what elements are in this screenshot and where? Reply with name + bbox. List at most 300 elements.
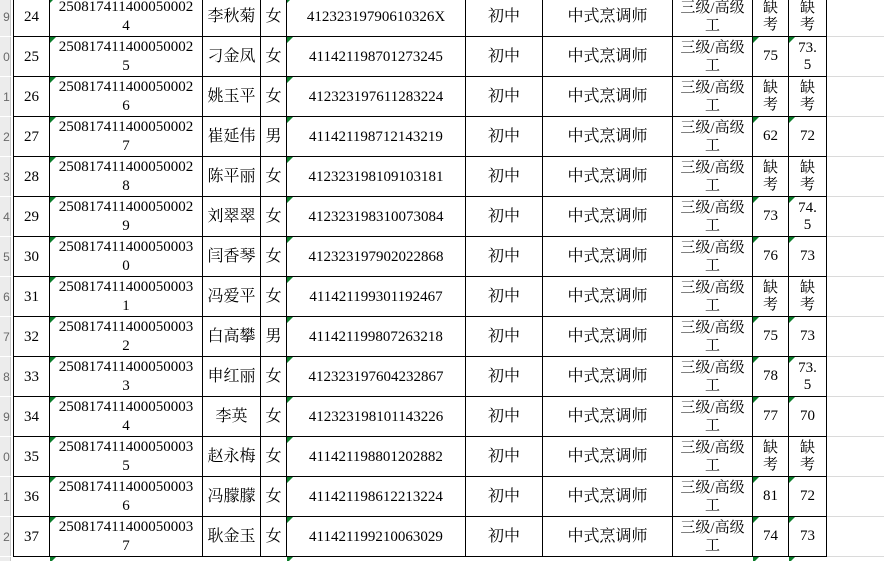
- error-indicator-triangle: [789, 237, 795, 243]
- row-header-partial[interactable]: [0, 557, 13, 561]
- cell-exam-no-text: 6: [122, 497, 130, 514]
- cell-level-text: 工: [704, 137, 720, 154]
- cell-score-1[interactable]: [753, 517, 789, 557]
- row-header[interactable]: 5: [0, 237, 13, 277]
- error-indicator-triangle: [50, 37, 56, 43]
- error-indicator-triangle: [753, 237, 759, 243]
- error-indicator-triangle: [50, 0, 56, 3]
- row-header[interactable]: 9: [0, 0, 13, 37]
- cell-score-2-text: 考: [799, 96, 815, 113]
- error-indicator-triangle: [753, 557, 759, 561]
- error-indicator-triangle: [50, 237, 56, 243]
- cell-gender[interactable]: [261, 477, 287, 517]
- cell-education[interactable]: [466, 77, 543, 117]
- row-header[interactable]: 7: [0, 317, 13, 357]
- cell-score-2-text: 73.: [798, 359, 817, 376]
- cell-education[interactable]: [466, 477, 543, 517]
- cell-education-text: 初中: [487, 127, 520, 145]
- cell-id-no-text: 412323197902022868: [308, 248, 444, 265]
- cell-seq[interactable]: [13, 77, 50, 117]
- cell-id-no-text: 412323197611283224: [308, 88, 444, 105]
- cell-education[interactable]: [466, 37, 543, 77]
- cell-exam-no-text: 250817411400050002: [58, 158, 194, 175]
- cell-id-no-text: 412323198310073084: [308, 208, 444, 225]
- cell-score-1-text: 考: [762, 96, 778, 113]
- cell-id-no-text: 412323198109103181: [308, 168, 444, 185]
- empty-cell-area[interactable]: [827, 237, 884, 277]
- cell-score-1[interactable]: [753, 357, 789, 397]
- empty-cell-area[interactable]: [827, 317, 884, 357]
- cell-name[interactable]: [203, 197, 261, 237]
- cell-gender-text: 女: [265, 207, 282, 225]
- error-indicator-triangle: [287, 517, 293, 523]
- cell-score-1[interactable]: [753, 477, 789, 517]
- cell-exam-no[interactable]: [50, 237, 203, 277]
- cell-gender[interactable]: [261, 317, 287, 357]
- cell-name[interactable]: [203, 0, 261, 37]
- cell-gender[interactable]: [261, 0, 287, 37]
- cell-id-no[interactable]: [287, 317, 466, 357]
- cell-name-text: 闫香琴: [207, 247, 256, 265]
- cell-occupation[interactable]: [543, 397, 673, 437]
- cell-education[interactable]: [466, 357, 543, 397]
- cell-occupation-text: 中式烹调师: [567, 447, 648, 465]
- cell-name[interactable]: [203, 157, 261, 197]
- cell-score-2[interactable]: [789, 117, 827, 157]
- cell-level-text: 工: [704, 217, 720, 234]
- cell-name[interactable]: [203, 277, 261, 317]
- cell-level-text: 三级/高级: [680, 119, 745, 136]
- cell-seq-text: 31: [24, 288, 39, 305]
- cell-name[interactable]: [203, 517, 261, 557]
- cell-occupation-text: 中式烹调师: [567, 87, 648, 105]
- cell-exam-no[interactable]: [50, 0, 203, 37]
- error-indicator-triangle: [753, 357, 759, 363]
- cell-score-2[interactable]: [789, 397, 827, 437]
- cell-score-1-text: 81: [763, 488, 778, 504]
- cell-score-2[interactable]: [789, 477, 827, 517]
- cell-score-2-text: 考: [799, 176, 815, 193]
- cell-gender-text: 女: [265, 527, 282, 545]
- cell-score-2[interactable]: [789, 317, 827, 357]
- cell-score-1-text: 缺: [762, 0, 778, 16]
- table-row: [0, 357, 884, 397]
- empty-cell-area[interactable]: [827, 157, 884, 197]
- cell-gender[interactable]: [261, 197, 287, 237]
- error-indicator-triangle: [50, 477, 56, 483]
- cell-name[interactable]: [203, 117, 261, 157]
- empty-cell-area[interactable]: [827, 517, 884, 557]
- table-row: [0, 117, 884, 157]
- row-header[interactable]: 6: [0, 277, 13, 317]
- cell-level[interactable]: [673, 477, 753, 517]
- cell-score-2[interactable]: [789, 277, 827, 317]
- error-indicator-triangle: [789, 517, 795, 523]
- cell-score-1[interactable]: [753, 157, 789, 197]
- cell-level-text: 工: [704, 257, 720, 274]
- error-indicator-triangle: [50, 157, 56, 163]
- cell-occupation[interactable]: [543, 477, 673, 517]
- cell-score-2-text: 73: [800, 528, 815, 544]
- cell-education-text: 初中: [487, 167, 520, 185]
- cell-exam-no-text: 8: [122, 177, 130, 194]
- cell-education-text: 初中: [487, 447, 520, 465]
- cell-score-1[interactable]: [753, 77, 789, 117]
- cell-level[interactable]: [673, 317, 753, 357]
- cell-id-no[interactable]: [287, 517, 466, 557]
- cell-gender-text: 女: [265, 447, 282, 465]
- cell-occupation[interactable]: [543, 37, 673, 77]
- cell-score-1-text: 缺: [762, 439, 778, 456]
- cell-level-text: 三级/高级: [680, 39, 745, 56]
- cell-level-text: 工: [704, 57, 720, 74]
- cell-name[interactable]: [203, 437, 261, 477]
- cell-level[interactable]: [673, 197, 753, 237]
- cell-occupation[interactable]: [543, 517, 673, 557]
- cell-education[interactable]: [466, 277, 543, 317]
- cell-education[interactable]: [466, 237, 543, 277]
- empty-cell-area[interactable]: [827, 37, 884, 77]
- cell-education-text: 初中: [487, 527, 520, 545]
- error-indicator-triangle: [753, 117, 759, 123]
- cell-score-2-text: 缺: [799, 159, 815, 176]
- cell-education[interactable]: [466, 117, 543, 157]
- cell-gender[interactable]: [261, 397, 287, 437]
- cell-id-no-text: 411421199210063029: [309, 528, 443, 545]
- cell-score-2-text: 缺: [799, 79, 815, 96]
- cell-level[interactable]: [673, 517, 753, 557]
- table-row: [0, 477, 884, 517]
- cell-gender[interactable]: [261, 37, 287, 77]
- empty-cell-area[interactable]: [827, 117, 884, 157]
- cell-name[interactable]: [203, 37, 261, 77]
- cell-occupation[interactable]: [543, 237, 673, 277]
- empty-cell-area[interactable]: [827, 357, 884, 397]
- cell-seq[interactable]: [13, 477, 50, 517]
- cell-occupation[interactable]: [543, 77, 673, 117]
- cell-education[interactable]: [466, 0, 543, 37]
- cell-score-2[interactable]: [789, 517, 827, 557]
- cell-exam-no[interactable]: [50, 197, 203, 237]
- empty-cell-area[interactable]: [827, 277, 884, 317]
- cell-occupation[interactable]: [543, 437, 673, 477]
- cell-name[interactable]: [203, 317, 261, 357]
- row-header[interactable]: 4: [0, 197, 13, 237]
- cell-seq-text: 35: [24, 448, 39, 465]
- cell-id-no-text: 411421199807263218: [309, 328, 443, 345]
- cell-gender[interactable]: [261, 237, 287, 277]
- cell-exam-no-text: 1: [122, 297, 130, 314]
- cell-exam-no-text: 250817411400050003: [58, 278, 194, 295]
- row-header[interactable]: 1: [0, 77, 13, 117]
- cell-level[interactable]: [673, 37, 753, 77]
- cell-gender-text: 女: [265, 167, 282, 185]
- error-indicator-triangle: [287, 237, 293, 243]
- cell-occupation-text: 中式烹调师: [567, 7, 648, 25]
- cell-name-text: 白高攀: [207, 327, 256, 345]
- cell-exam-no-text: 250817411400050003: [58, 478, 194, 495]
- cell-gender[interactable]: [261, 437, 287, 477]
- cell-gender[interactable]: [261, 277, 287, 317]
- empty-cell-area[interactable]: [827, 477, 884, 517]
- cell-name-text: 姚玉平: [207, 87, 256, 105]
- cell-name[interactable]: [203, 237, 261, 277]
- cell-id-no-text: 411421198801202882: [309, 448, 443, 465]
- row-header[interactable]: 0: [0, 437, 13, 477]
- cell-exam-no-text: 250817411400050003: [58, 438, 194, 455]
- cell-level-text: 工: [704, 17, 720, 34]
- cell-level-text: 三级/高级: [680, 199, 745, 216]
- cell-gender-text: 男: [265, 327, 282, 345]
- cell-occupation[interactable]: [543, 317, 673, 357]
- cell-seq[interactable]: [13, 197, 50, 237]
- row-header[interactable]: 3: [0, 157, 13, 197]
- cell-education[interactable]: [466, 397, 543, 437]
- cell-name-text: 申红丽: [207, 367, 256, 385]
- cell-score-2[interactable]: [789, 437, 827, 477]
- cell-score-2-text: 考: [799, 296, 815, 313]
- cell-score-2-text: 73: [800, 248, 815, 264]
- empty-cell-area[interactable]: [827, 0, 884, 37]
- row-header[interactable]: 8: [0, 357, 13, 397]
- empty-cell-area[interactable]: [827, 397, 884, 437]
- cell-name[interactable]: [203, 397, 261, 437]
- cell-education-text: 初中: [487, 367, 520, 385]
- cell-exam-no-text: 250817411400050002: [58, 78, 194, 95]
- cell-id-no[interactable]: [287, 197, 466, 237]
- error-indicator-triangle: [789, 197, 795, 203]
- cell-gender[interactable]: [261, 117, 287, 157]
- cell-score-2[interactable]: [789, 77, 827, 117]
- cell-occupation[interactable]: [543, 357, 673, 397]
- cell-score-2[interactable]: [789, 237, 827, 277]
- cell-seq[interactable]: [13, 277, 50, 317]
- row-header[interactable]: 0: [0, 37, 13, 77]
- cell-exam-no[interactable]: [50, 157, 203, 197]
- cell-gender[interactable]: [261, 357, 287, 397]
- cell-seq[interactable]: [13, 117, 50, 157]
- cell-score-1-text: 考: [762, 16, 778, 33]
- table-row: [0, 317, 884, 357]
- cell-gender-text: 女: [265, 47, 282, 65]
- cell-gender-text: 男: [265, 127, 282, 145]
- error-indicator-triangle: [287, 0, 293, 3]
- cell-education-text: 初中: [487, 487, 520, 505]
- cell-id-no[interactable]: [287, 357, 466, 397]
- cell-exam-no-text: 7: [122, 537, 130, 554]
- cell-id-no[interactable]: [287, 277, 466, 317]
- cell-seq-text: 34: [24, 408, 39, 425]
- error-indicator-triangle: [287, 277, 293, 283]
- cell-seq[interactable]: [13, 517, 50, 557]
- cell-exam-no-text: 9: [122, 217, 130, 234]
- cell-level-text: 工: [704, 457, 720, 474]
- cell-level-text: 三级/高级: [680, 0, 745, 16]
- cell-education[interactable]: [466, 517, 543, 557]
- empty-cell-area[interactable]: [827, 197, 884, 237]
- cell-exam-no[interactable]: [50, 517, 203, 557]
- cell-score-2[interactable]: [789, 157, 827, 197]
- cell-exam-no-text: 250817411400050003: [58, 358, 194, 375]
- cell-score-2-text: 70: [800, 408, 815, 424]
- cell-gender-text: 女: [265, 87, 282, 105]
- cell-education[interactable]: [466, 197, 543, 237]
- cell-exam-no-text: 250817411400050003: [58, 318, 194, 335]
- error-indicator-triangle: [753, 397, 759, 403]
- cell-id-no[interactable]: [287, 397, 466, 437]
- cell-exam-no[interactable]: [50, 357, 203, 397]
- error-indicator-triangle: [287, 477, 293, 483]
- cell-score-2-text: 72: [800, 488, 815, 504]
- cell-exam-no[interactable]: [50, 277, 203, 317]
- cell-id-no[interactable]: [287, 237, 466, 277]
- cell-score-1[interactable]: [753, 0, 789, 37]
- cell-exam-no-text: 250817411400050003: [58, 518, 194, 535]
- error-indicator-triangle: [789, 557, 795, 561]
- cell-score-1-text: 缺: [762, 79, 778, 96]
- cell-occupation[interactable]: [543, 157, 673, 197]
- cell-level[interactable]: [673, 117, 753, 157]
- cell-exam-no-text: 250817411400050002: [58, 38, 194, 55]
- cell-level[interactable]: [673, 77, 753, 117]
- cell-exam-no[interactable]: [50, 77, 203, 117]
- cell-exam-no[interactable]: [50, 437, 203, 477]
- cell-level[interactable]: [673, 0, 753, 37]
- error-indicator-triangle: [50, 77, 56, 83]
- cell-score-1[interactable]: [753, 277, 789, 317]
- cell-education[interactable]: [466, 437, 543, 477]
- error-indicator-triangle: [287, 117, 293, 123]
- cell-seq[interactable]: [13, 237, 50, 277]
- cell-exam-no[interactable]: [50, 117, 203, 157]
- cell-exam-no[interactable]: [50, 477, 203, 517]
- cell-exam-no-text: 3: [122, 377, 130, 394]
- cell-score-1[interactable]: [753, 237, 789, 277]
- cell-level[interactable]: [673, 397, 753, 437]
- cell-score-1[interactable]: [753, 317, 789, 357]
- cell-name-text: 冯朦朦: [207, 487, 256, 505]
- cell-score-1[interactable]: [753, 437, 789, 477]
- table-row: [0, 157, 884, 197]
- cell-level[interactable]: [673, 157, 753, 197]
- cell-occupation-text: 中式烹调师: [567, 367, 648, 385]
- cell-score-2-text: 73: [800, 328, 815, 344]
- cell-name-text: 李秋菊: [207, 7, 256, 25]
- cell-id-no-text: 411421199301192467: [309, 288, 443, 305]
- cell-education-text: 初中: [487, 247, 520, 265]
- cell-score-1-text: 77: [763, 408, 778, 424]
- row-header[interactable]: 1: [0, 477, 13, 517]
- cell-level-text: 工: [704, 177, 720, 194]
- cell-name-text: 耿金玉: [207, 527, 256, 545]
- cell-id-no[interactable]: [287, 37, 466, 77]
- cell-score-1[interactable]: [753, 37, 789, 77]
- cell-score-2-text: 缺: [799, 279, 815, 296]
- cell-occupation[interactable]: [543, 117, 673, 157]
- cell-gender[interactable]: [261, 517, 287, 557]
- cell-score-1-text: 74: [763, 528, 778, 544]
- cell-level-text: 工: [704, 537, 720, 554]
- cell-name[interactable]: [203, 357, 261, 397]
- cell-seq[interactable]: [13, 397, 50, 437]
- cell-education[interactable]: [466, 317, 543, 357]
- cell-exam-no-text: 5: [122, 57, 130, 74]
- cell-gender-text: 女: [265, 7, 282, 25]
- cell-name[interactable]: [203, 77, 261, 117]
- cell-level[interactable]: [673, 437, 753, 477]
- cell-level[interactable]: [673, 237, 753, 277]
- cell-score-2[interactable]: [789, 197, 827, 237]
- cell-occupation[interactable]: [543, 197, 673, 237]
- cell-seq-text: 30: [24, 248, 39, 265]
- cell-id-no[interactable]: [287, 77, 466, 117]
- cell-occupation[interactable]: [543, 0, 673, 37]
- row-header[interactable]: 9: [0, 397, 13, 437]
- cell-level[interactable]: [673, 277, 753, 317]
- cell-score-2[interactable]: [789, 0, 827, 37]
- cell-score-2-text: 缺: [799, 0, 815, 16]
- cell-occupation-text: 中式烹调师: [567, 127, 648, 145]
- empty-cell-area[interactable]: [827, 77, 884, 117]
- cell-occupation-text: 中式烹调师: [567, 487, 648, 505]
- cell-id-no[interactable]: [287, 117, 466, 157]
- error-indicator-triangle: [50, 317, 56, 323]
- cell-occupation-text: 中式烹调师: [567, 287, 648, 305]
- cell-gender[interactable]: [261, 157, 287, 197]
- row-header[interactable]: 2: [0, 517, 13, 557]
- cell-seq[interactable]: [13, 157, 50, 197]
- cell-score-1[interactable]: [753, 397, 789, 437]
- cell-score-2[interactable]: [789, 357, 827, 397]
- cell-education[interactable]: [466, 157, 543, 197]
- cell-level[interactable]: [673, 357, 753, 397]
- cell-id-no[interactable]: [287, 157, 466, 197]
- cell-id-no[interactable]: [287, 437, 466, 477]
- cell-score-2[interactable]: [789, 37, 827, 77]
- cell-exam-no[interactable]: [50, 37, 203, 77]
- cell-id-no[interactable]: [287, 0, 466, 37]
- cell-exam-no[interactable]: [50, 317, 203, 357]
- cell-gender[interactable]: [261, 77, 287, 117]
- cell-score-1[interactable]: [753, 197, 789, 237]
- cell-exam-no[interactable]: [50, 397, 203, 437]
- cell-level-text: 工: [704, 377, 720, 394]
- cell-seq[interactable]: [13, 437, 50, 477]
- error-indicator-triangle: [789, 477, 795, 483]
- cell-exam-no-text: 2: [122, 337, 130, 354]
- cell-name[interactable]: [203, 477, 261, 517]
- cell-id-no-text: 411421198612213224: [309, 488, 443, 505]
- cell-seq-text: 36: [24, 488, 39, 505]
- cell-seq[interactable]: [13, 357, 50, 397]
- cell-seq[interactable]: [13, 0, 50, 37]
- cell-score-1[interactable]: [753, 117, 789, 157]
- cell-exam-no-text: 250817411400050002: [58, 0, 194, 15]
- cell-occupation[interactable]: [543, 277, 673, 317]
- error-indicator-triangle: [287, 157, 293, 163]
- cell-seq[interactable]: [13, 317, 50, 357]
- cell-seq[interactable]: [13, 37, 50, 77]
- error-indicator-triangle: [287, 197, 293, 203]
- cell-occupation-text: 中式烹调师: [567, 407, 648, 425]
- row-header[interactable]: 2: [0, 117, 13, 157]
- cell-education-text: 初中: [487, 207, 520, 225]
- cell-id-no[interactable]: [287, 477, 466, 517]
- cell-score-1-text: 75: [763, 48, 778, 64]
- empty-cell-area[interactable]: [827, 437, 884, 477]
- cell-exam-no-text: 250817411400050002: [58, 198, 194, 215]
- cell-exam-no-text: 250817411400050003: [58, 238, 194, 255]
